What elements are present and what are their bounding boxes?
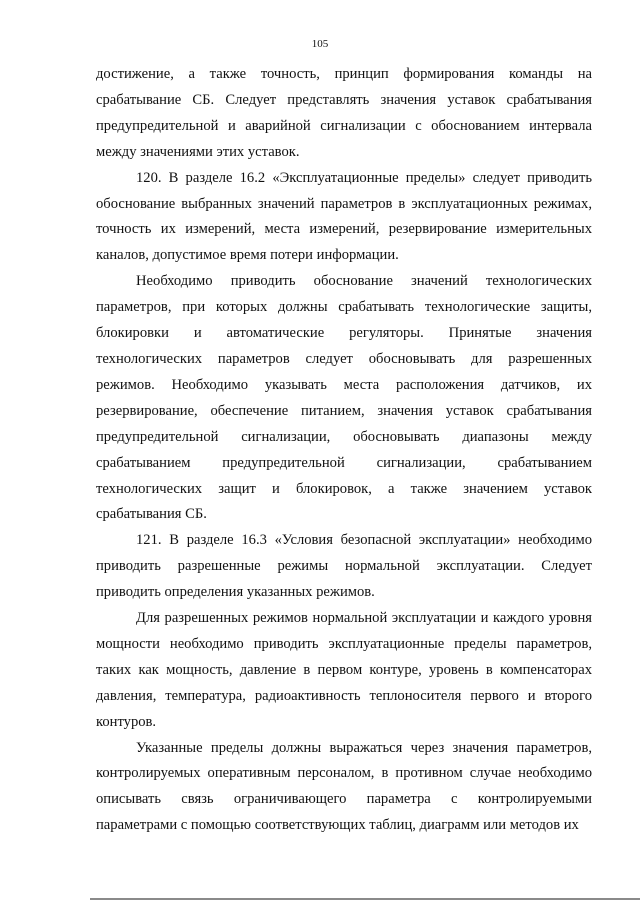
page-number: 105 (311, 38, 329, 50)
paragraph-limits-expression: Указанные пределы должны выражаться через значения параметров, контролируемых оперативным персоналом, в противном случае необходимо описывать связь ограничивающего параметра с контролируемыми параметрами с помощью соответствующих таблиц, диаграмм или методов их (96, 739, 592, 834)
paragraph-item-121: 121. В разделе 16.3 «Условия безопасной эксплуатации» необходимо приводить разрешенные режимы нормальной эксплуатации. Следует приводить определения указанных режимов. (96, 532, 592, 601)
document-body (96, 62, 592, 839)
paragraph-continuation: достижение, а также точность, принцип формирования команды на срабатывание СБ. Следует представлять значения уставок срабатывания предупредительной и аварийной сигнализации с обоснованием интервала между значениями этих уставок. (96, 66, 592, 160)
paragraph-technological-parameters: Необходимо приводить обоснование значений технологических параметров, при которых должны срабатывать технологические защиты, блокировки и автоматические регуляторы. Принятые значения технологических параметров следует обосновывать для разрешенных режимов. Необходимо указывать места расположения датчиков, их резервирование, обеспечение питанием, значения уставок срабатывания предупредительной сигнализации, обосновывать диапазоны между срабатыванием предупредительной сигнализации, срабатыванием технологических защит и блокировок, а также значением уставок срабатывания СБ. (96, 273, 592, 523)
bottom-divider (90, 898, 640, 900)
paragraph-item-120: 120. В разделе 16.2 «Эксплуатационные пределы» следует приводить обоснование выбранных значений параметров в эксплуатационных режимах, точность их измерений, места измерений, резервирование измерительных каналов, допустимое время потери информации. (96, 169, 592, 264)
paragraph-operating-limits: Для разрешенных режимов нормальной эксплуатации и каждого уровня мощности необходимо приводить эксплуатационные пределы параметров, таких как мощность, давление в первом контуре, уровень в компенсаторах давления, температура, радиоактивность теплоносителя первого и второго контуров. (96, 610, 592, 730)
